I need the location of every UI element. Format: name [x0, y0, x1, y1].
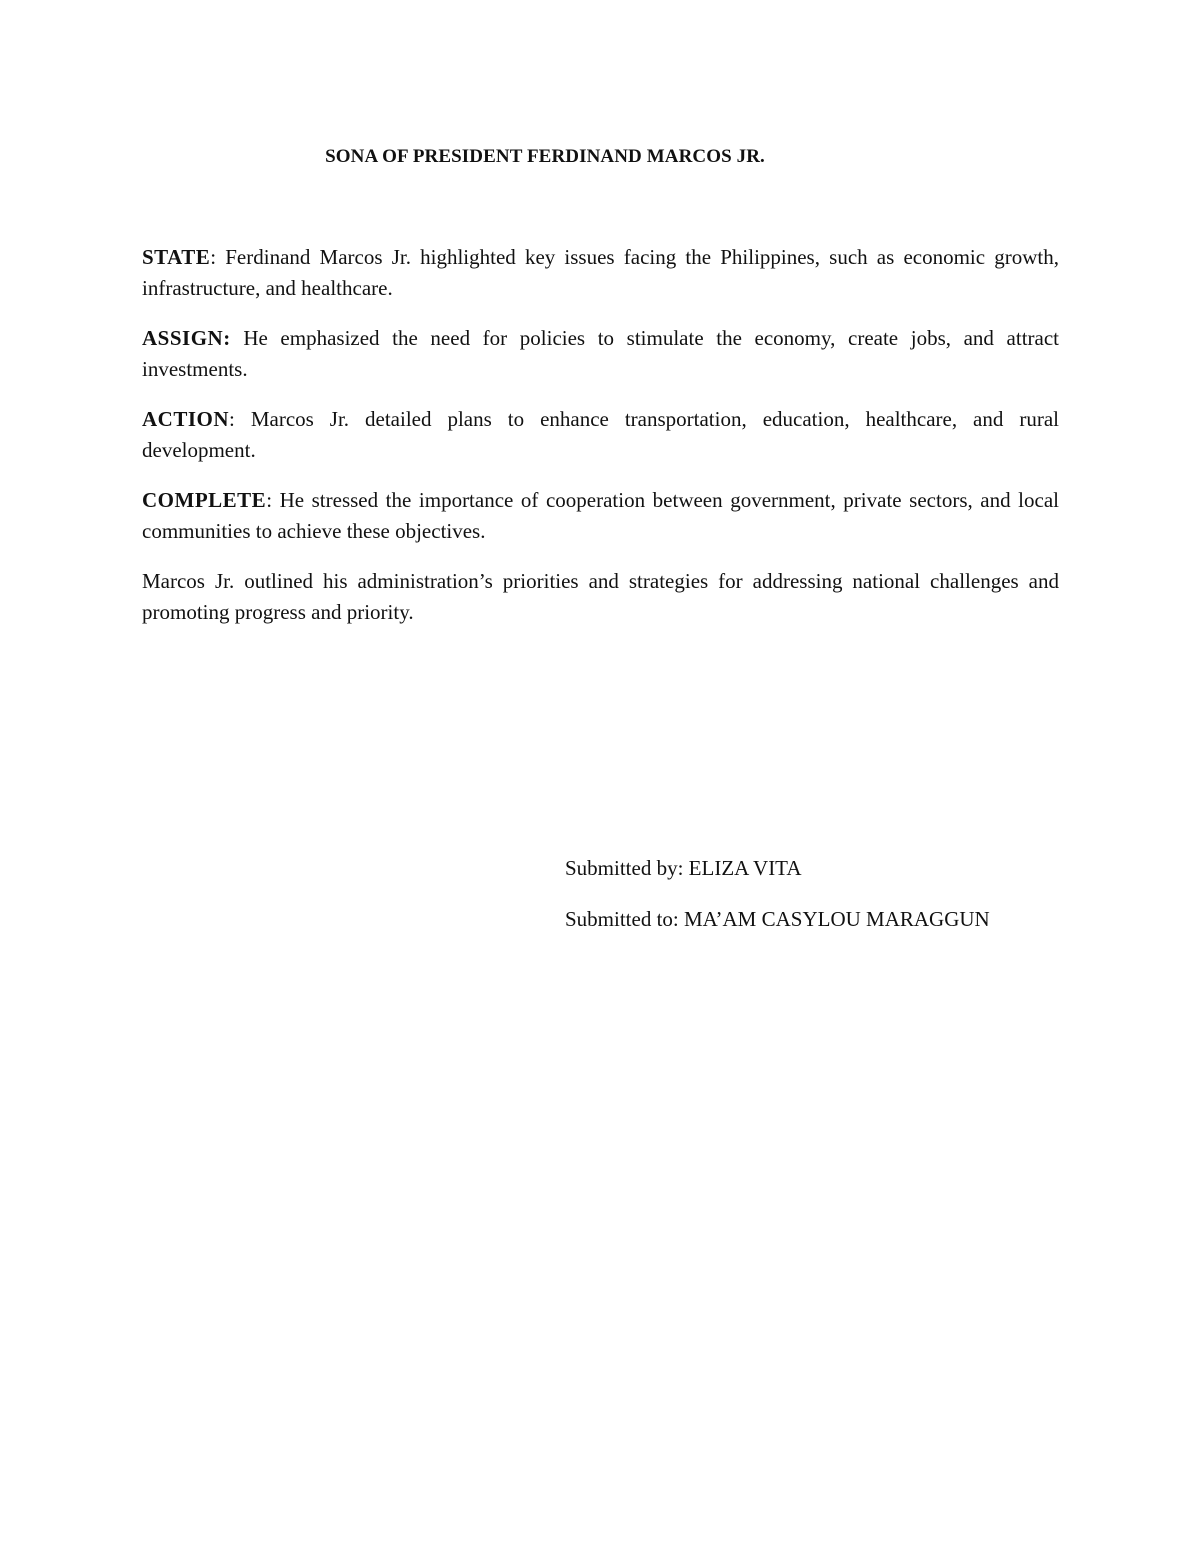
paragraph-text-action: : Marcos Jr. detailed plans to enhance transportation, education, healthcare, and rural development.	[142, 407, 1059, 462]
submission-block	[565, 853, 1165, 955]
submitted-to: Submitted to: MA’AM CASYLOU MARAGGUN	[565, 907, 990, 931]
paragraph-text-state: : Ferdinand Marcos Jr. highlighted key issues facing the Philippines, such as economic growth, infrastructure, and healthcare.	[142, 245, 1059, 300]
paragraph-lead-assign: ASSIGN:	[142, 326, 231, 350]
paragraph-lead-action: ACTION	[142, 407, 230, 431]
document-body	[142, 242, 1059, 647]
document-title: SONA OF PRESIDENT FERDINAND MARCOS JR.	[325, 146, 765, 167]
paragraph-lead-complete: COMPLETE	[142, 488, 267, 512]
submitted-by: Submitted by: ELIZA VITA	[565, 856, 802, 880]
paragraph-text-complete: : He stressed the importance of cooperation between government, private sectors, and local communities to achieve these objectives.	[142, 488, 1059, 543]
closing-paragraph: Marcos Jr. outlined his administration’s priorities and strategies for addressing national challenges and promoting progress and priority.	[142, 569, 1059, 624]
paragraph-text-assign: He emphasized the need for policies to stimulate the economy, create jobs, and attract investments.	[142, 326, 1059, 381]
paragraph-action	[142, 404, 1059, 466]
paragraph-complete	[142, 485, 1059, 547]
paragraph-lead-state: STATE	[142, 245, 211, 269]
paragraph-assign	[142, 323, 1059, 385]
paragraph-state	[142, 242, 1059, 304]
